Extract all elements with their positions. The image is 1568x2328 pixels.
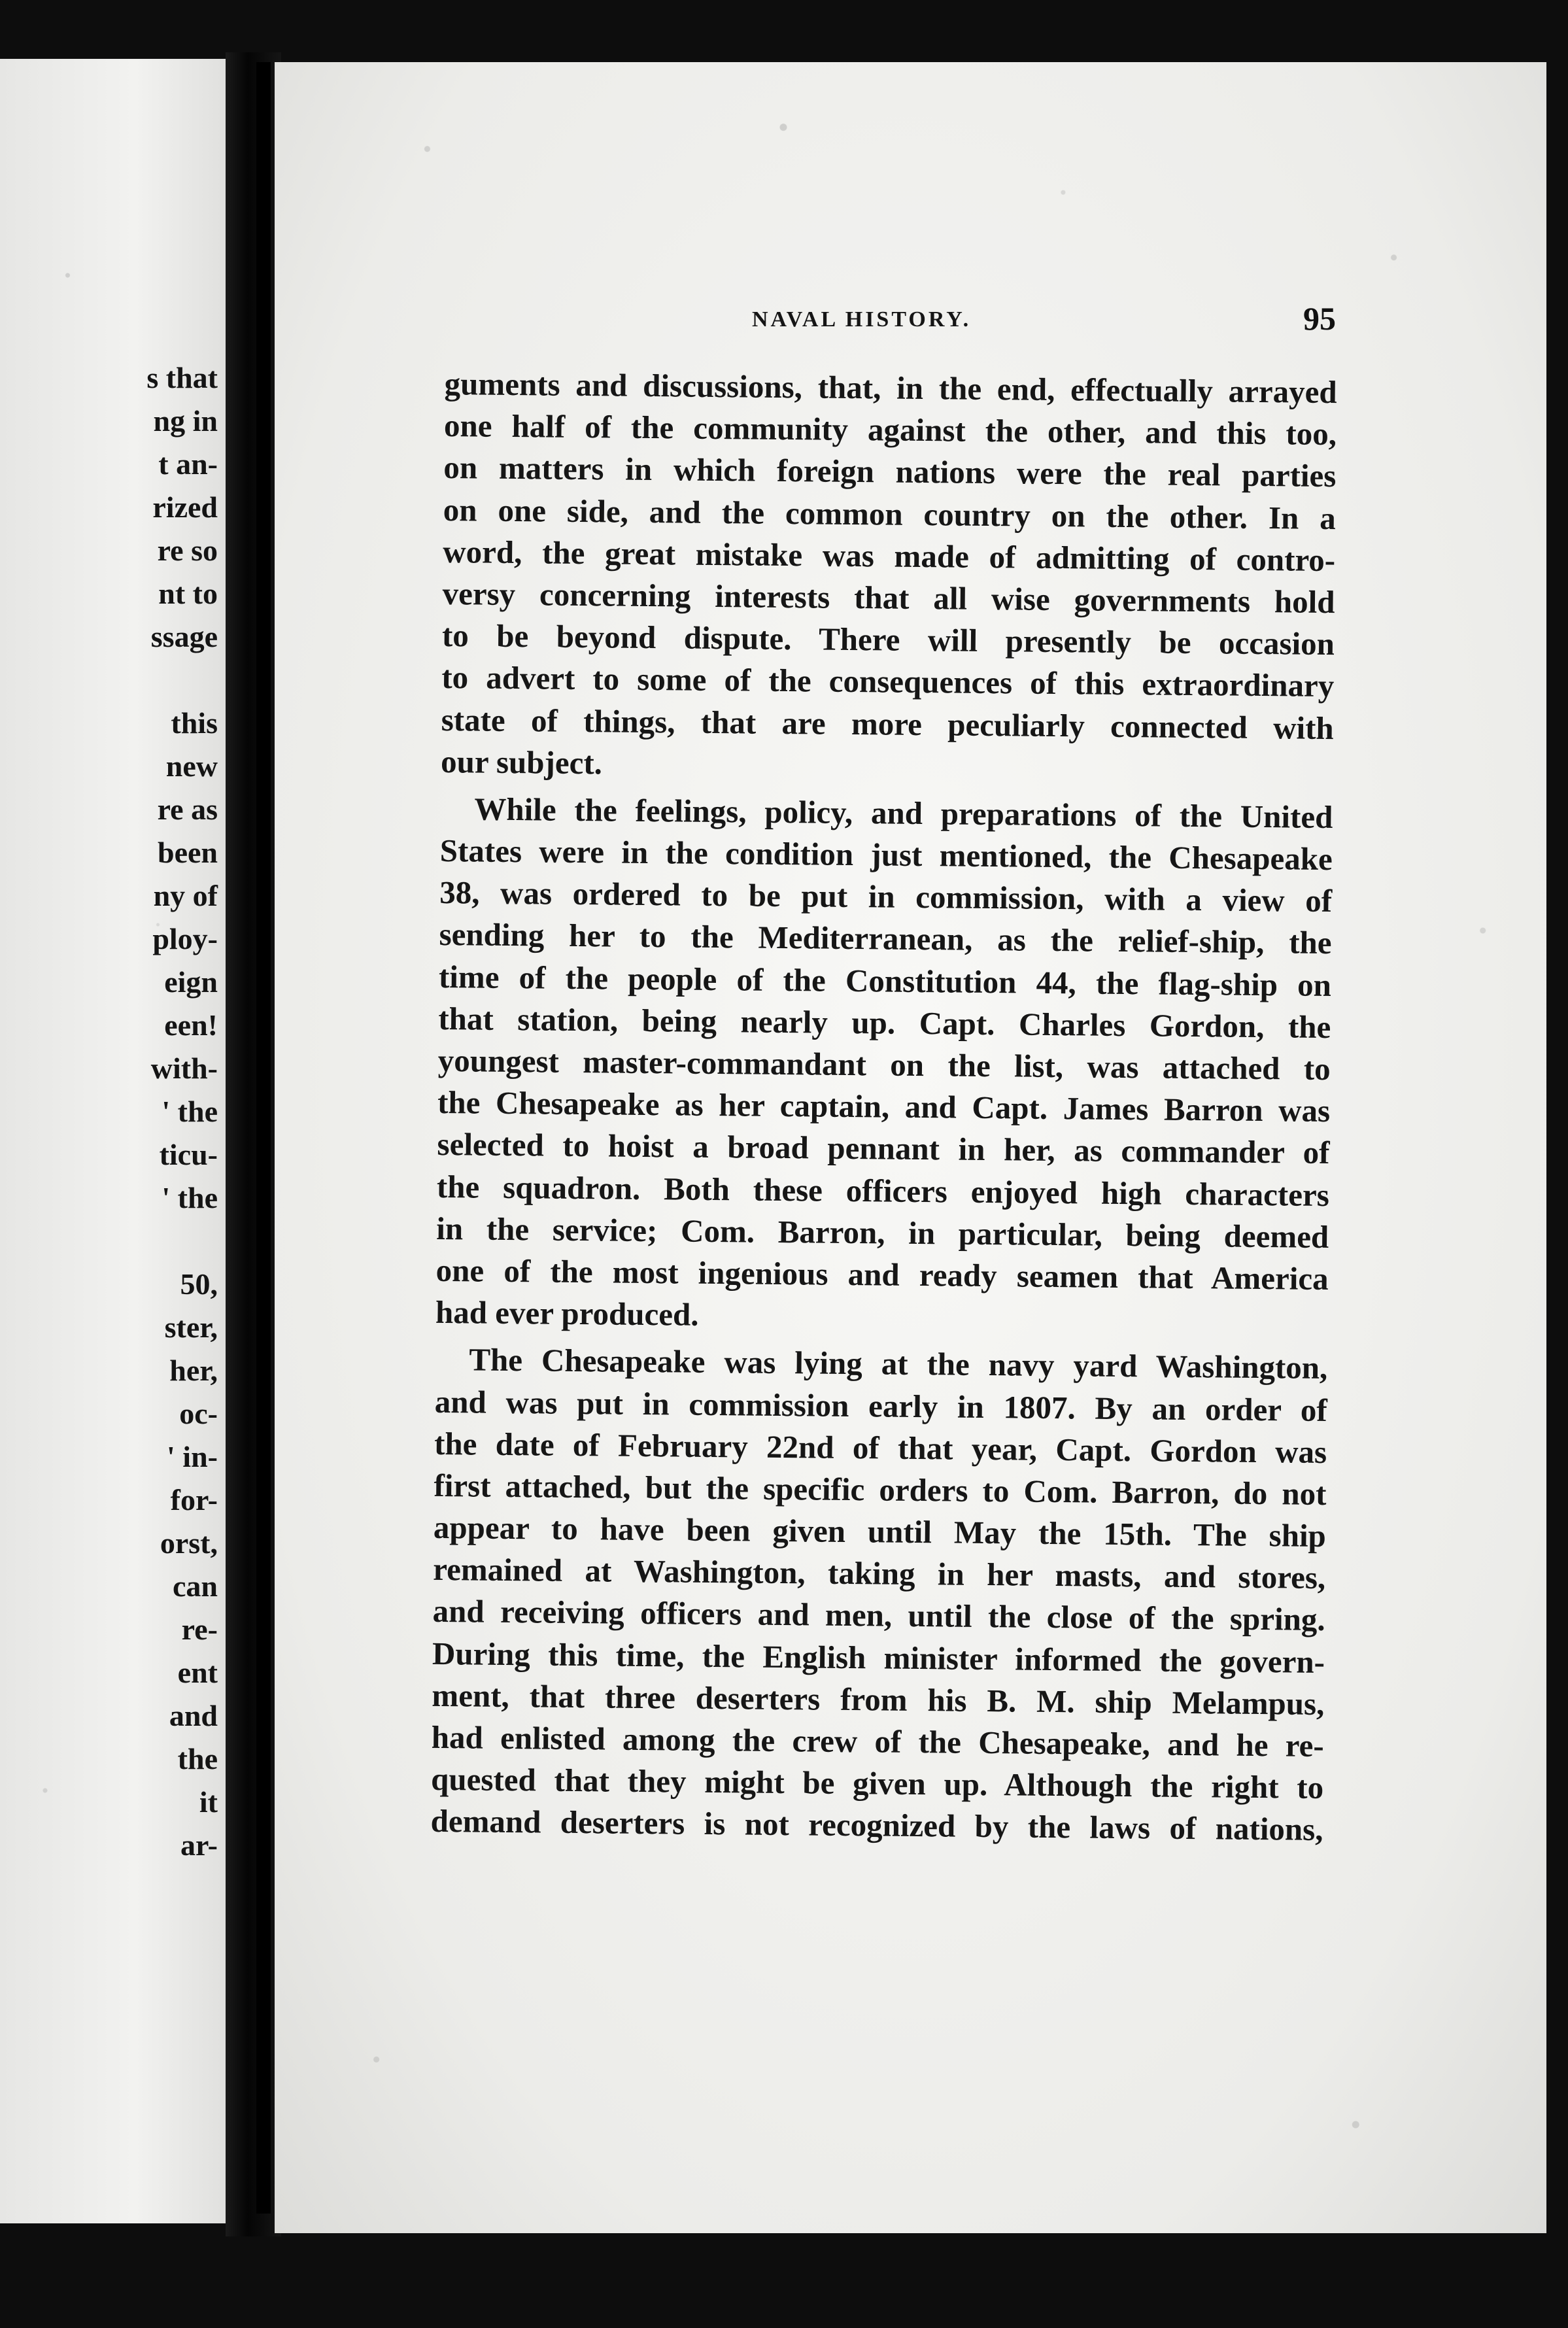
text-line: remained at Washington, taking in her masts, and stores, — [433, 1551, 1326, 1596]
paragraph — [430, 1339, 1327, 1851]
text-line: States were in the condition just mentioned, the Chesapeake — [439, 832, 1333, 878]
running-head: NAVAL HISTORY. — [752, 307, 972, 332]
text-line: one of the most ingenious and ready seamen that America — [435, 1252, 1329, 1297]
fragment-line: ' in- — [167, 1440, 218, 1473]
fragment-line: re so — [157, 534, 218, 567]
fragment-line: s that — [146, 361, 218, 394]
text-line: During this time, the English minister informed the govern- — [432, 1635, 1325, 1680]
text-line: had enlisted among the crew of the Chesapeake, and he re- — [431, 1719, 1325, 1764]
book-gutter — [226, 52, 281, 2236]
fragment-line: ticu- — [159, 1138, 218, 1171]
text-line: in the service; Com. Barron, in particular, being deemed — [436, 1210, 1329, 1255]
text-line: the date of February 22nd of that year, Capt. Gordon was — [434, 1425, 1327, 1470]
fragment-line: the — [177, 1742, 218, 1775]
text-line: guments and discussions, that, in the end, effectually arrayed — [444, 365, 1337, 411]
fragment-line — [2, 1220, 218, 1263]
fragment-line: new — [165, 749, 218, 783]
fragment-line: ng in — [153, 404, 218, 437]
text-line: sending her to the Mediterranean, as the relief-ship, the — [439, 916, 1332, 961]
text-line: to be beyond dispute. There will presently be occasion — [441, 617, 1335, 662]
text-line: had ever produced. — [435, 1294, 699, 1333]
text-line: youngest master-commandant on the list, was attached to — [437, 1042, 1331, 1087]
text-line: appear to have been given until May the 15th. The ship — [433, 1509, 1327, 1554]
text-line: the Chesapeake as her captain, and Capt. James Barron was — [437, 1084, 1331, 1129]
fragment-line: een! — [164, 1008, 218, 1042]
fragment-line: her, — [169, 1354, 218, 1387]
previous-page-fragment — [0, 59, 226, 2223]
fragment-line: rized — [152, 490, 218, 524]
fragment-line: it — [199, 1785, 218, 1819]
fragment-line: eign — [164, 965, 218, 999]
text-line: selected to hoist a broad pennant in her, as commander of — [437, 1126, 1330, 1171]
body-text — [430, 363, 1337, 1851]
text-line: on one side, and the common country on the other. In a — [443, 491, 1337, 536]
fragment-line: nt to — [158, 577, 218, 610]
fragment-line: ent — [177, 1656, 218, 1689]
fragment-line: orst, — [160, 1526, 218, 1560]
text-line: While the feelings, policy, and preparations of the United — [474, 791, 1333, 835]
fragment-line: been — [158, 836, 218, 869]
text-line: demand deserters is not recognized by the laws of nations, — [430, 1803, 1323, 1848]
text-line: and receiving officers and men, until the close of the spring. — [432, 1593, 1325, 1638]
fragment-line: can — [173, 1569, 218, 1603]
text-line: the squadron. Both these officers enjoyed high characters — [436, 1168, 1330, 1213]
page-number: 95 — [1303, 300, 1336, 337]
fragment-line: t an- — [158, 447, 218, 481]
fragment-line: and — [169, 1699, 218, 1732]
text-line: first attached, but the specific orders to Com. Barron, do not — [434, 1467, 1327, 1512]
text-line: quested that they might be given up. Although the right to — [430, 1761, 1324, 1806]
fragment-line: ploy- — [152, 922, 218, 955]
binding-shadow — [256, 62, 271, 2214]
text-line: our subject. — [440, 743, 603, 781]
fragment-line: re- — [181, 1613, 218, 1646]
text-line: 38, was ordered to be put in commission, with a view of — [439, 874, 1333, 919]
text-line: versy concerning interests that all wise governments hold — [442, 575, 1335, 621]
fragment-line: this — [171, 706, 218, 740]
fragment-line: with- — [150, 1052, 218, 1085]
paragraph — [435, 788, 1333, 1343]
text-line: word, the great mistake was made of admitting of contro- — [442, 533, 1336, 578]
fragment-line: for- — [170, 1483, 218, 1516]
fragment-line: ssage — [150, 620, 218, 653]
text-line: that station, being nearly up. Capt. Charles Gordon, the — [438, 1000, 1331, 1045]
text-line: and was put in commission early in 1807. By an order of — [434, 1383, 1327, 1428]
text-line: one half of the community against the other, and this too, — [443, 407, 1337, 453]
text-line: state of things, that are more peculiarly connected with — [441, 701, 1334, 746]
text-line: time of the people of the Constitution 44, the flag-ship on — [438, 958, 1332, 1003]
fragment-line: 50, — [180, 1267, 218, 1301]
text-line: The Chesapeake was lying at the navy yard Washington, — [469, 1341, 1328, 1386]
fragment-line: ar- — [180, 1828, 218, 1862]
fragment-line: ' the — [162, 1095, 218, 1128]
text-line: to advert to some of the consequences of this extraordinary — [441, 659, 1335, 704]
text-line: ment, that three deserters from his B. M. ship Melampus, — [432, 1677, 1325, 1722]
fragment-line: ' the — [162, 1181, 218, 1214]
fragment-line — [2, 659, 218, 702]
text-line: on matters in which foreign nations were the real parties — [443, 449, 1337, 494]
previous-page-text-fragments — [2, 356, 218, 1867]
paragraph — [441, 363, 1337, 791]
fragment-line: oc- — [179, 1397, 218, 1430]
fragment-line: ny of — [153, 879, 218, 912]
fragment-line: ster, — [164, 1310, 218, 1344]
fragment-line: re as — [157, 793, 218, 826]
